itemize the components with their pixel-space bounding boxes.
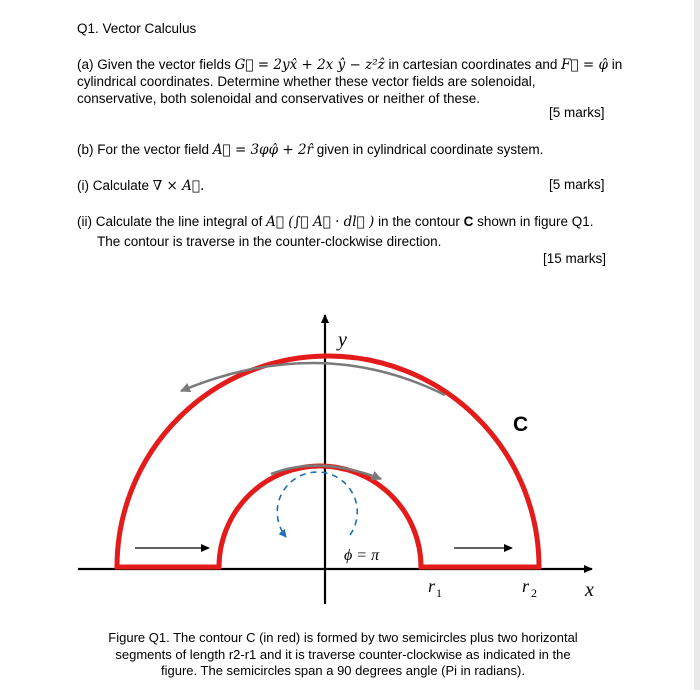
part-b-ii-prefix: (ii) Calculate the line integral of	[77, 214, 263, 229]
r2-letter: r	[522, 576, 530, 596]
curl-expression: ∇ × A⃗.	[152, 178, 205, 194]
figure-caption	[78, 630, 608, 680]
y-axis-label: y	[338, 329, 347, 351]
contour-c	[117, 356, 539, 567]
part-a-line-2: cylindrical coordinates. Determine whether these vector fields are solenoidal,	[77, 74, 536, 89]
r2-label	[522, 576, 537, 600]
caption-line: segments of length r2-r1 and it is traverse counter-clockwise as indicated in the	[115, 646, 571, 662]
part-b-prefix: (b) For the vector field	[77, 142, 210, 157]
r1-letter: r	[428, 576, 436, 596]
x-axis-label: x	[585, 579, 594, 601]
part-a-line-3: conservative, both solenoidal and conservatives or neither of these.	[77, 91, 480, 106]
phi-angle-arc	[277, 472, 357, 537]
r1-subscript: 1	[436, 586, 442, 600]
part-a-middle: in cartesian coordinates and	[388, 57, 558, 72]
part-b-suffix: given in cylindrical coordinate system.	[316, 142, 544, 157]
a-field-expression: A⃗ = 3φφ̂ + 2r̂	[212, 142, 313, 158]
caption-line: Figure Q1. The contour C (in red) is formed by two semicircles plus two horizontal	[108, 630, 578, 645]
part-b-ii-line-2: The contour is traverse in the counter-clockwise direction.	[97, 234, 442, 249]
r1-label	[428, 576, 442, 600]
f-field-expression: F⃗ = φ̂	[561, 57, 608, 73]
r2-subscript: 2	[531, 586, 537, 600]
part-b-ii-suffix: shown in figure Q1.	[477, 214, 594, 229]
contour-name: C	[463, 214, 474, 229]
part-b-i-prefix: (i) Calculate	[77, 178, 150, 193]
outer-direction-arrow	[181, 363, 445, 395]
caption-line: figure. The semicircles span a 90 degrees angle (Pi in radians).	[161, 663, 525, 678]
part-a-suffix: in	[611, 57, 623, 72]
contour-label: C	[513, 413, 529, 436]
part-b-i-marks: [5 marks]	[549, 177, 605, 192]
part-a-prefix: (a) Given the vector fields	[77, 57, 231, 72]
part-b-ii-marks: [15 marks]	[543, 251, 607, 266]
g-field-expression: G⃗ = 2yx̂ + 2x ŷ − z²ẑ	[234, 57, 385, 73]
part-b-ii-middle: in the contour	[378, 214, 460, 229]
line-integral-expression: A⃗ (∫꜀ A⃗ · dl⃗ )	[266, 214, 375, 230]
question-title: Q1. Vector Calculus	[77, 21, 197, 36]
part-a-marks: [5 marks]	[549, 105, 605, 120]
phi-label: ϕ = π	[344, 547, 380, 564]
